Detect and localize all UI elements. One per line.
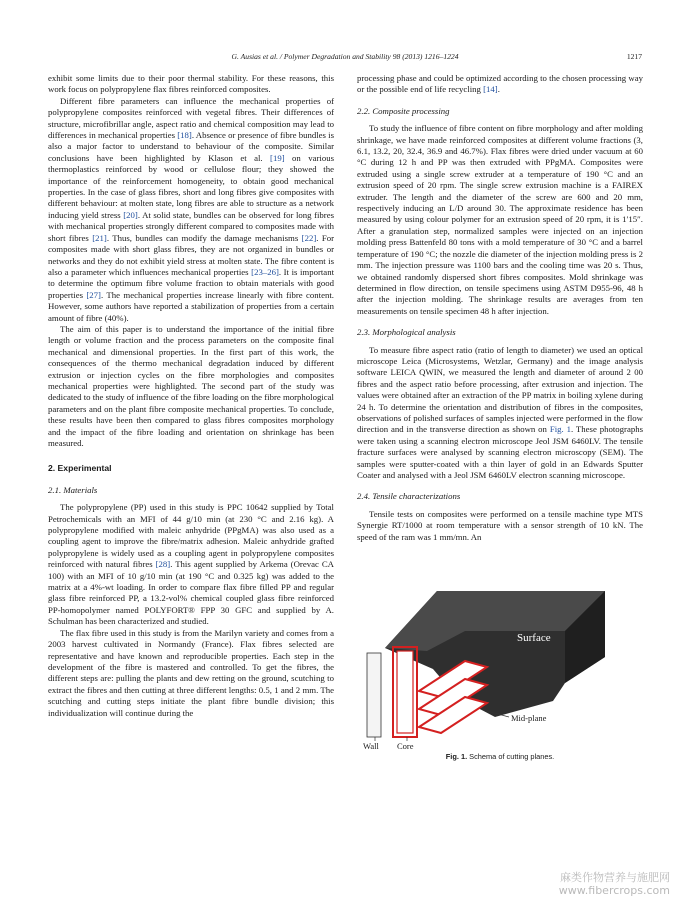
paragraph: exhibit some limits due to their poor thermal stability. For these reasons, this work focus on polypropylene flax fibres reinforced composites. (48, 73, 334, 95)
caption-text: Schema of cutting planes. (467, 752, 555, 762)
figure-caption (357, 751, 643, 762)
left-column (48, 73, 334, 719)
paragraph: To measure fibre aspect ratio (ratio of length to diameter) we used an optical microscope Leica (Microsystems, Wetzlar, Germany) and the image analysis software LEICA QWIN, we measured the length and diameter of around 2 00 fibres and the aspect ratio before processing, after extrusion and injection. The values were obtained after an extraction of the PP matrix in boiling xylene during 24 h. To determine the orientation and distribution of fibres in the composites, observations of polished surfaces of samples injected were performed in the flow direction and in the transverse direction as shown on Fig. 1. These photographs were taken using a scanning electron microscope Jeol JSM 6460LV. The tensile fracture surfaces were analysed by scanning electron microscopy (SEM). The samples were sputter-coated with a thin layer of gold in an Edwards Sputter Coater and analysed with a Jeol JSM 6460LV electron scanning microscope. (357, 344, 643, 480)
reference-link[interactable]: [18] (177, 130, 192, 141)
wall-plane (367, 653, 381, 737)
right-column (357, 73, 643, 766)
paragraph: Tensile tests on composites were performed on a tensile machine type MTS Synergie RT/1000 at room temperature with a sensor strength of 10 kN. The speed of the ram was 1 mm/mn. An (357, 508, 643, 542)
cutting-planes-diagram (357, 551, 643, 751)
reference-link[interactable]: [23–26] (251, 266, 279, 277)
figure-link[interactable]: Fig. 1 (549, 424, 571, 435)
reference-link[interactable]: [22] (301, 232, 317, 243)
label-wall: Wall (363, 741, 379, 752)
section-heading: 2. Experimental (48, 463, 112, 474)
watermark: 麻类作物营养与施肥网 www.fibercrops.com (558, 871, 670, 897)
label-surface: Surface (517, 632, 551, 645)
paragraph: The polypropylene (PP) used in this study is PPC 10642 supplied by Total Petrochemicals with an MFI of 44 g/10 min (at 230 °C and 2.16 kg). A polypropylene modified with maleic anhydride (PPgMA) was also used as a coupling agent to improve the fibre/matrix adhesion. Maleic anhydride grafted polypropylene is widely used as a coupling agent in polypropylene composites reinforced with natural fibres [28]. This agent supplied by Arkema (Orevac CA 100) with an MFI of 10 g/10 min (at 190 °C and 0.325 kg) was added to the matrix at a 4%-wt loading. In order to compare flax fibre filled PP and regular glass fibre reinforced PP, a 13.2-vol% chemical coupled glass fibre reinforced PP-homopolymer named POLYFORT® FPP 30 GFC and supplied by A. Schulman has been characterized and studied. (48, 502, 334, 627)
figure-1 (357, 551, 643, 766)
paragraph: processing phase and could be optimized according to the chosen processing way or the possible end of life recycling [14]. (357, 73, 643, 95)
subsection-heading: 2.1. Materials (48, 484, 98, 495)
label-core: Core (397, 741, 414, 752)
page-number: 1217 (626, 52, 642, 61)
journal-citation: G. Ausias et al. / Polymer Degradation and Stability 98 (2013) 1216–1224 (231, 52, 459, 61)
paragraph: The flax fibre used in this study is from the Marilyn variety and comes from a 2003 harvest cultivated in Normandy (France). Flax fibres selected are representative and have known and reproducible properties. Each step in the development of the fibre is mastered and controlled. To get the fibres, the different steps are: pulling the plants and dew retting on the ground, scutching to extract the fibres and then cutting at three different lengths: 0.5, 1 and 2 mm. The scutching and cutting steps initiate the plant fibre bundle division; this individualization will continue during the (48, 627, 334, 718)
reference-link[interactable]: [20] (123, 209, 138, 220)
core-plane-inner (397, 651, 413, 733)
paragraph: Different fibre parameters can influence the mechanical properties of polypropylene composites reinforced with vegetal fibres. Their differences of structure, microfibrillar angle, aspect ratio and chemical composition may lead to differences in mechanical properties [18]. Absence or presence of fibre bundles is also a major factor to understand to behaviour of the composite. Similar conclusions have been highlighted by Klason et al. [19] on various thermoplastics reinforced by wood or cellulose flour; they showed the importance of the reinforcement homogeneity, to obtain good mechanical properties. In the case of glass fibres, short and long fibres give composites with different behaviour: at molten state, long fibres are able to structure as a network inducing yield stress [20]. At solid state, bundles can be observed for long fibres with mechanical properties strongly different compared to composites made with short fibres [21]. Thus, bundles can modify the damage mechanisms [22]. For composites made with short glass fibres, they are not organized in bundles or networks and they do not exhibit yield stress at molten state. The fibre content is also a parameter which influences mechanical properties [23–26]. It is important to determine the optimum fibre volume fraction to obtain materials with good properties [27]. The mechanical properties increase linearly with fibre content. However, some authors have reported a stabilization of properties from a certain amount of fibre (40%). (48, 95, 334, 323)
reference-link[interactable]: [21] (92, 232, 107, 243)
reference-link[interactable]: [14] (483, 84, 498, 95)
subsection-heading: 2.4. Tensile characterizations (357, 491, 461, 502)
subsection-heading: 2.2. Composite processing (357, 105, 450, 116)
label-midplane: Mid-plane (511, 713, 547, 724)
caption-number: Fig. 1. (445, 752, 468, 762)
paragraph: To study the influence of fibre content on fibre morphology and after molding shrinkage, we have made reinforced composites at different volume fractions (3, 6.1, 13.2, 20, 32.4, 36.9 and 46.7%). Flax fibres were dried under vacuum at 60 °C during 12 h and PP was then extruded with PPgMA. Composites were extruded using a single screw extruder at a temperature of 190 °C and an extrusion speed of 20 rpm. The single screw extrusion machine is a FAIREX extruder. The length and the diameter of the screw are 600 and 20 mm, respectively inducing an L/D around 30. The approximate residence has been measured by using colour polymer for an extrusion speed of 20 rpm, it is 1′15″. After a granulation step, normalized samples were injected on an injection molding press Battenfeld 80 tons with a mold temperature of 30 °C and a barrel temperature of 190 °C; the nozzle die diameter of the injection molding press is 2 mm. The injection pressure was 1100 bars and the cooling time was 20 s. Thus, we obtained randomly dispersed short fibres composites. Mold shrinkage was determined in flow direction, on tensile specimens using ASTM D955-96, 48 h after the injection molding. The shrinkage results are averages from ten measurements on tensile specimen 48 h after injection. (357, 123, 643, 316)
reference-link[interactable]: [28] (155, 559, 171, 570)
reference-link[interactable]: [27] (86, 289, 101, 300)
subsection-heading: 2.3. Morphological analysis (357, 327, 456, 338)
reference-link[interactable]: [19] (270, 152, 285, 163)
paragraph: The aim of this paper is to understand the importance of the initial fibre length or volume fraction and the process parameters on the composite final mechanical and dimensional properties. In the first part of this work, the consequences of the thermo mechanical degradation induced by different extrusion or injection cycles on the fibre morphologies and composites mechanical properties were highlighted. The second part of the study was dedicated to the study of influence of the fibre loading on the fibre morphological parameters and on the plant fibre composite mechanical properties. To conclude, these results have been then compared to glass fibres composites morphology and the impact of the fibre loading and orientation on shrinkage has been measured. (48, 323, 334, 448)
